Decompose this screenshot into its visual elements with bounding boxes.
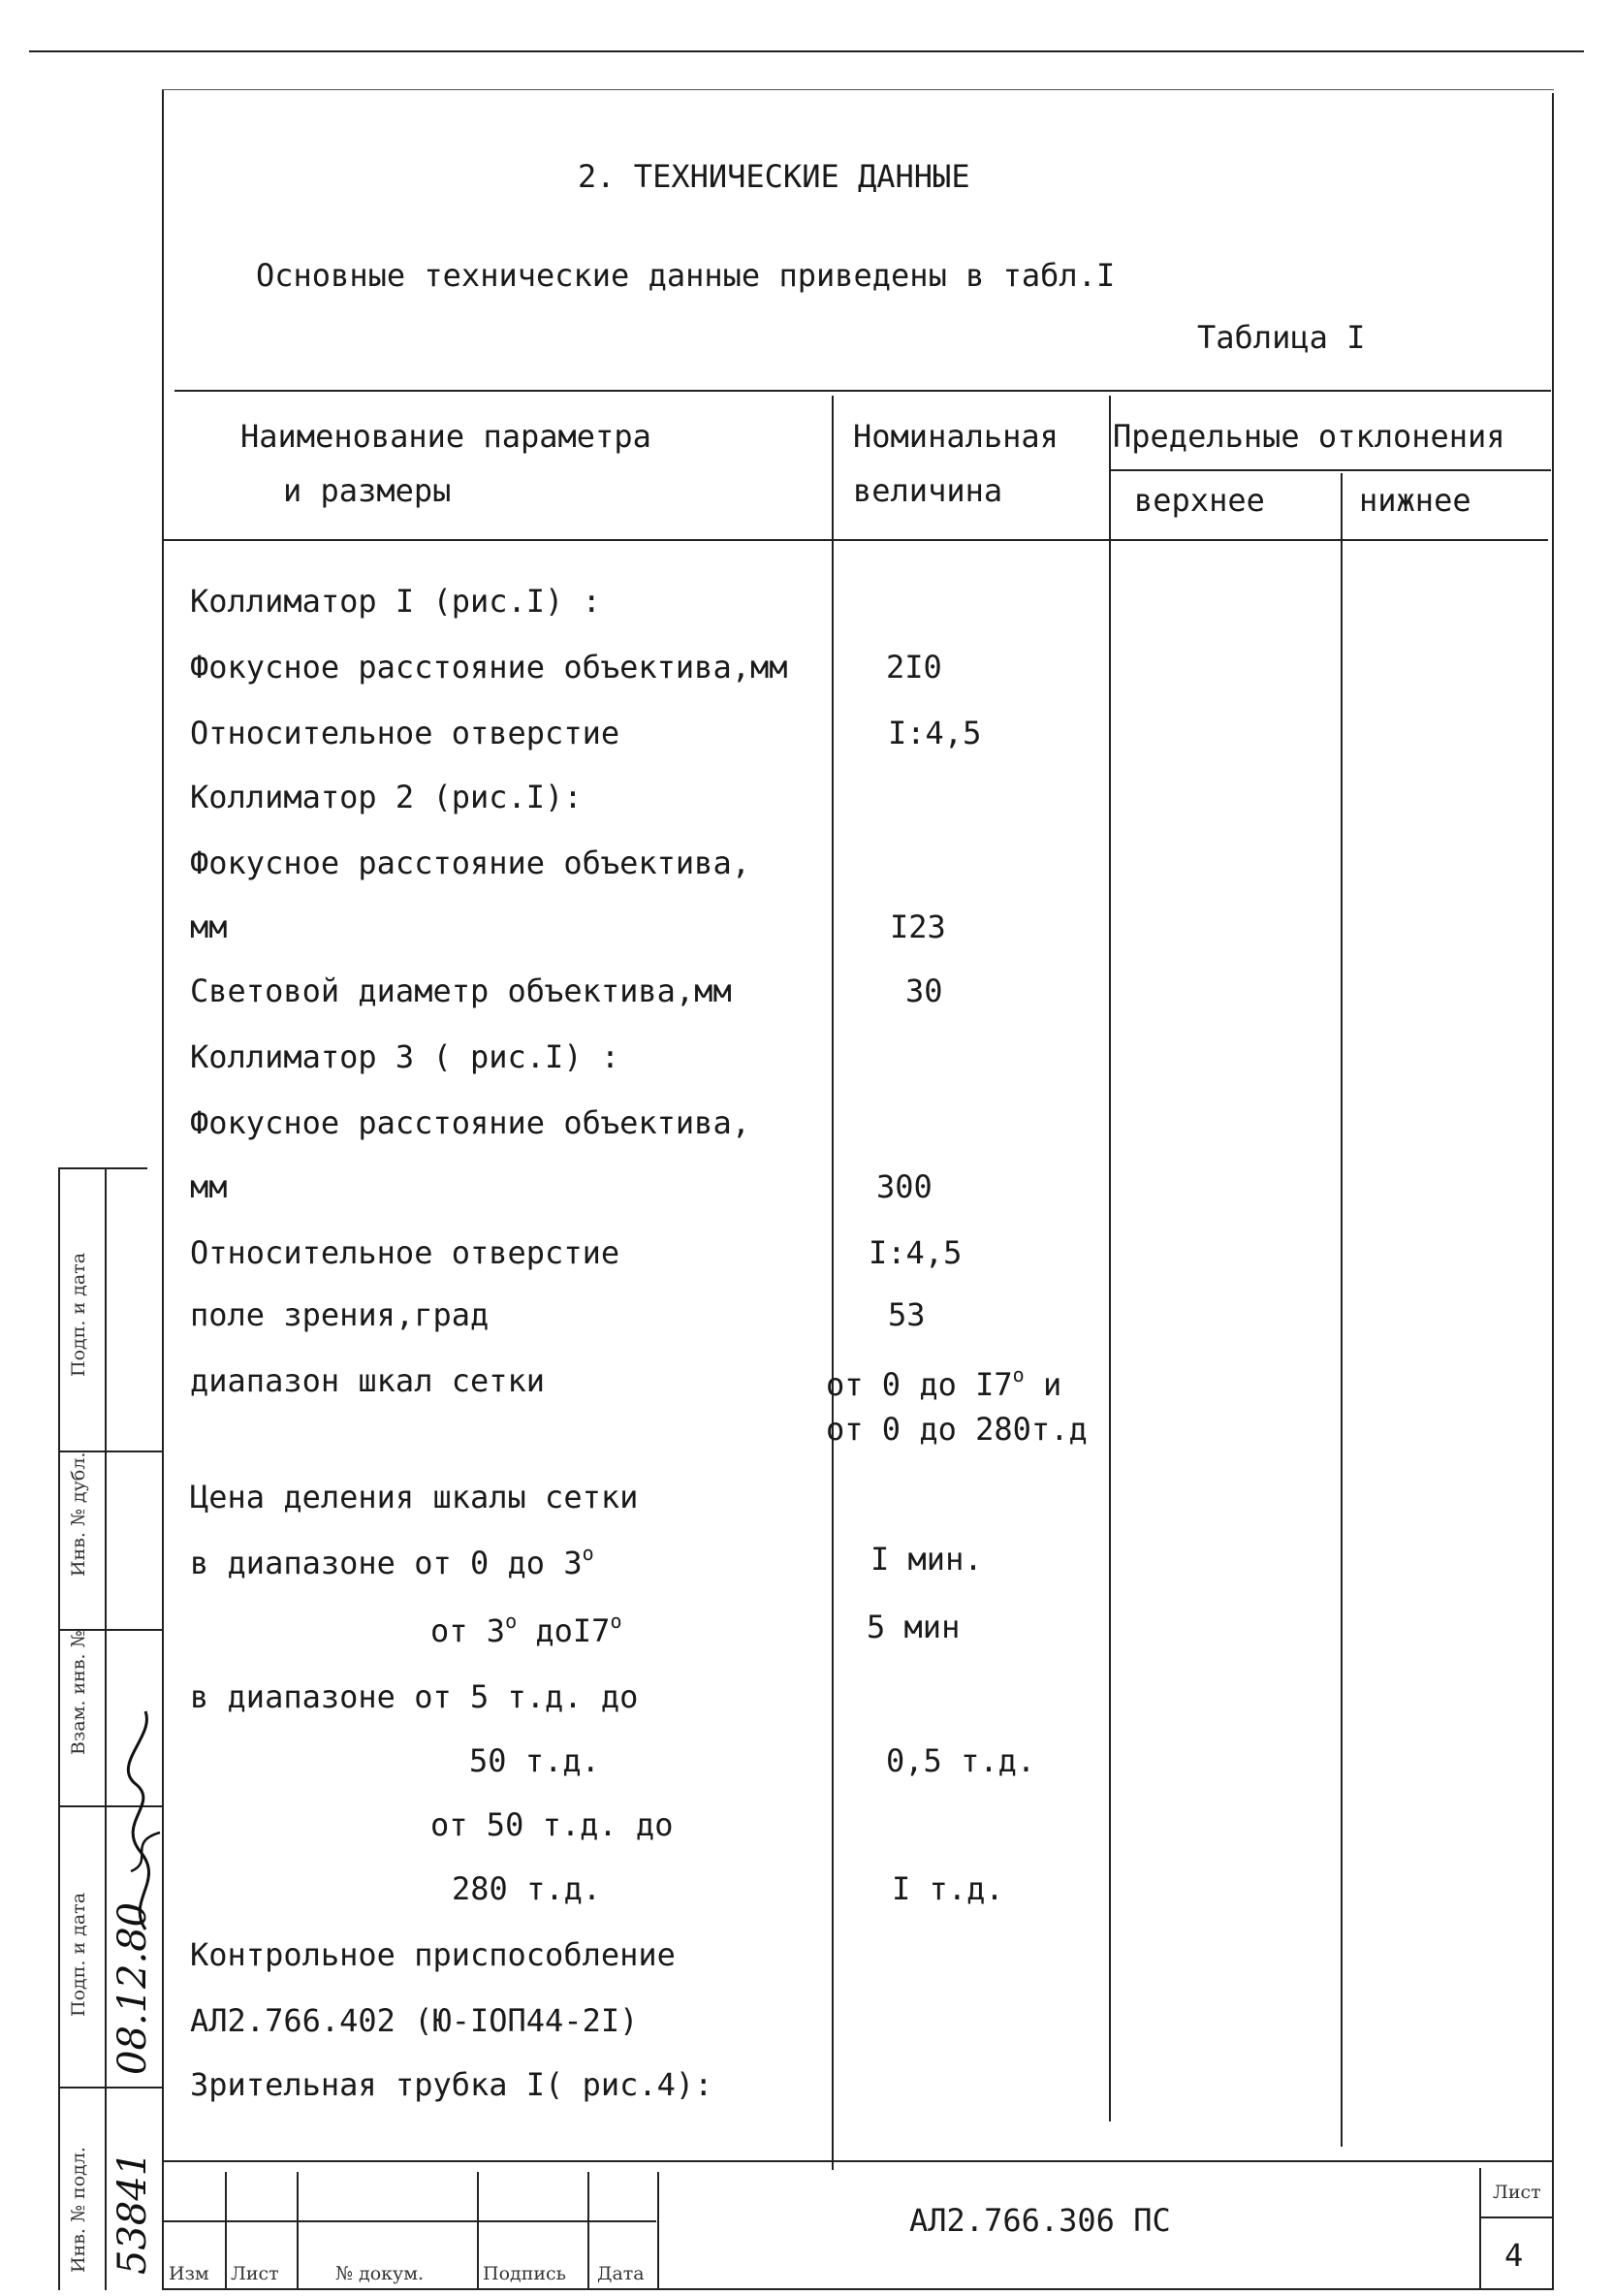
sheet-number: 4: [1504, 2237, 1524, 2274]
row-2-value: 2I0: [886, 649, 942, 686]
intro-text: Основные технические данные приведены в табл.I: [256, 257, 1116, 294]
strip-label-inv-podl: Инв. № подл.: [68, 2147, 89, 2273]
row-5-param: Фокусное расстояние объектива,: [190, 845, 750, 881]
frame-right: [1552, 93, 1554, 2290]
titleblock-izm: Изм: [169, 2263, 209, 2284]
frame-top: [162, 89, 1554, 90]
col-divider-upper: [1109, 396, 1111, 2121]
row-1-param: Коллиматор I (рис.I) :: [190, 583, 601, 620]
strip-inv-number: 53841: [111, 2151, 155, 2275]
table-label: Таблица I: [1197, 319, 1366, 356]
row-20-param: от 50 т.д. до: [430, 1806, 674, 1843]
strip-label-vzam-inv: Взам. инв. №: [68, 1630, 89, 1755]
table-top-rule: [174, 390, 1551, 392]
row-3-param: Относительное отверстие: [190, 715, 620, 751]
row-24-param: Зрительная трубка I( рис.4):: [190, 2066, 713, 2103]
row-19-param: 50 т.д.: [469, 1742, 600, 1779]
titleblock-col-2: [297, 2172, 299, 2288]
row-12-value: 53: [888, 1296, 926, 1333]
row-23-param: АЛ2.766.402 (Ю-IОП44-2I): [190, 2002, 639, 2039]
row-11-param: Относительное отверстие: [190, 1234, 620, 1271]
titleblock-podpis: Подпись: [483, 2263, 567, 2284]
row-14-value: от 0 до 280т.д: [826, 1411, 1088, 1448]
strip-left-line: [58, 1167, 60, 2290]
header-deviations: Предельные отклонения: [1113, 418, 1505, 455]
row-21-value: I т.д.: [892, 1870, 1004, 1907]
section-title: 2. ТЕХНИЧЕСКИЕ ДАННЫЕ: [578, 158, 970, 195]
row-12-param: поле зрения,град: [190, 1296, 490, 1333]
col-divider-lower: [1341, 473, 1343, 2147]
row-17-param: от 3$^o$ доI7$^o$: [430, 1610, 622, 1649]
row-7-value: 30: [905, 973, 943, 1009]
frame-left: [162, 89, 164, 2290]
deviations-rule: [1111, 469, 1551, 471]
titleblock-col-4: [587, 2172, 589, 2288]
titleblock-col-3: [477, 2172, 479, 2288]
row-18-param: в диапазоне от 5 т.д. до: [190, 1678, 639, 1715]
strip-div-4: [58, 2087, 163, 2089]
titleblock-sheet-col: [1479, 2168, 1481, 2290]
row-15-param: Цена деления шкалы сетки: [190, 1479, 639, 1515]
row-11-value: I:4,5: [869, 1234, 963, 1271]
row-10-param: мм: [190, 1168, 228, 1205]
strip-signature-date: 08.12.80: [111, 1901, 155, 2075]
strip-top-line: [58, 1167, 147, 1169]
strip-label-podp-data-1: Подп. и дата: [68, 1252, 89, 1377]
row-13-value: от 0 до I7$^o$ и: [826, 1363, 1062, 1403]
row-9-param: Фокусное расстояние объектива,: [190, 1104, 750, 1141]
row-16-param: в диапазоне от 0 до 3$^o$: [190, 1542, 594, 1581]
header-upper: верхнее: [1134, 482, 1265, 519]
row-21-param: 280 т.д.: [452, 1870, 602, 1907]
row-7-param: Световой диаметр объектива,мм: [190, 973, 732, 1009]
row-16-value: I мин.: [870, 1541, 983, 1578]
titleblock-col-5: [657, 2172, 659, 2288]
row-13-param: диапазон шкал сетки: [190, 1362, 546, 1399]
top-rule: [29, 50, 1584, 52]
row-4-param: Коллиматор 2 (рис.I):: [190, 779, 583, 815]
row-2-param: Фокусное расстояние объектива,мм: [190, 649, 788, 686]
handwritten-signature: [116, 1706, 174, 1939]
header-param-line1: Наименование параметра: [240, 418, 651, 455]
titleblock-dokum: № докум.: [335, 2263, 425, 2284]
titleblock-top-rule: [162, 2160, 1552, 2162]
row-6-value: I23: [890, 909, 946, 945]
titleblock-row-rule: [162, 2220, 656, 2222]
header-param-line2: и размеры: [283, 472, 452, 509]
row-19-value: 0,5 т.д.: [886, 1742, 1036, 1779]
row-3-value: I:4,5: [888, 715, 982, 751]
header-lower: нижнее: [1359, 482, 1471, 519]
col-divider-nominal: [832, 396, 834, 2170]
header-nominal-line2: величина: [853, 472, 1003, 509]
document-code: АЛ2.766.306 ПС: [909, 2202, 1171, 2239]
row-6-param: мм: [190, 909, 228, 945]
titleblock-sheet-rule: [1479, 2216, 1552, 2218]
row-8-param: Коллиматор 3 ( рис.I) :: [190, 1038, 620, 1075]
header-nominal-line1: Номинальная: [853, 418, 1059, 455]
row-22-param: Контрольное приспособление: [190, 1936, 676, 1973]
titleblock-list: Лист: [231, 2263, 279, 2284]
titleblock-data: Дата: [597, 2263, 645, 2284]
strip-label-inv-dubl: Инв. № дубл.: [68, 1451, 89, 1577]
titleblock-col-1: [225, 2172, 227, 2288]
titleblock-bottom-rule: [162, 2288, 1552, 2290]
strip-label-podp-data-2: Подп. и дата: [68, 1892, 89, 2017]
strip-mid-line: [105, 1167, 107, 2290]
row-17-value: 5 мин: [867, 1609, 961, 1645]
sheet-label: Лист: [1493, 2182, 1541, 2203]
row-10-value: 300: [876, 1168, 933, 1205]
